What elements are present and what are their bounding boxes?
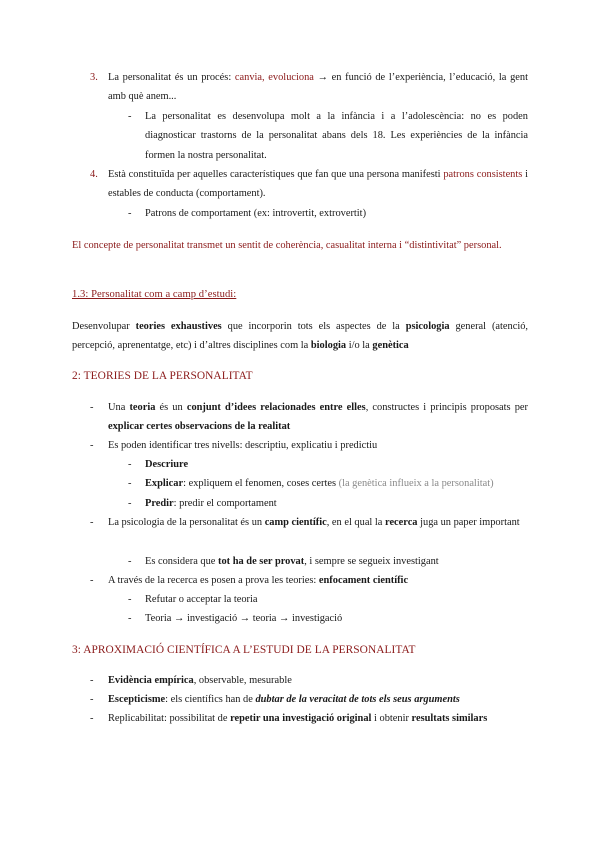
bullet-dash: -	[90, 440, 94, 451]
bullet-dash: -	[90, 402, 94, 413]
bullet-dash: -	[90, 694, 94, 705]
bullet-item: Escepticisme: els científics han de dubtar de la veracitat de tots els seus arguments	[108, 694, 460, 705]
sub-item: Predir: predir el comportament	[145, 498, 277, 509]
bullet-item: Replicabilitat: possibilitat de repetir una investigació original i obtenir resultats similars	[108, 713, 488, 724]
grey-note: (la genètica influeix a la personalitat)	[338, 478, 494, 489]
section-heading-3: 3: APROXIMACIÓ CIENTÍFICA A L’ESTUDI DE LA PERSONALITAT	[72, 644, 416, 656]
bullet-item: Evidència empírica, observable, mesurable	[108, 675, 292, 686]
bullet-dash: -	[128, 208, 132, 219]
bullet-dash: -	[128, 478, 132, 489]
bullet-dash: -	[128, 613, 132, 624]
bullet-dash: -	[128, 594, 132, 605]
bullet-item: A través de la recerca es posen a prova les teories: enfocament científic	[108, 575, 409, 586]
sub-item: La personalitat es desenvolupa molt a la infància i a l’adolescència: no es poden diagnosticar trastorns de la personalitat abans dels 18. Les experiències de la infància formen la nostra personalitat.	[145, 111, 528, 161]
bullet-item: Es poden identificar tres nivells: descriptiu, explicatiu i predictiu	[108, 440, 378, 451]
sub-item: Explicar: expliquem el fenomen, coses certes (la genètica influeix a la personalitat)	[145, 478, 494, 489]
bullet-item: La psicologia de la personalitat és un camp científic, en el qual la recerca juga un paper important	[108, 517, 520, 528]
bullet-dash: -	[128, 556, 132, 567]
bullet-dash: -	[90, 517, 94, 528]
sub-item: Teoria → investigació → teoria → investigació	[145, 613, 343, 624]
list-number: 4.	[90, 169, 98, 180]
section-1-3-paragraph: Desenvolupar teories exhaustives que incorporin tots els aspectes de la psicologia general (atenció, percepció, aprenentatge, etc) i d’altres disciplines com la biologia i/o la genètica	[72, 321, 529, 352]
section-heading-2: 2: TEORIES DE LA PERSONALITAT	[72, 370, 253, 382]
sub-item: Descriure	[145, 459, 189, 470]
highlight-text: canvia, evoluciona	[234, 72, 314, 83]
list-item-4: Està constituïda per aquelles característiques que fan que una persona manifesti patrons consistents i estables de conducta (comportament).	[108, 169, 528, 200]
sub-item: Patrons de comportament (ex: introvertit, extrovertit)	[145, 208, 367, 219]
bullet-dash: -	[90, 575, 94, 586]
list-number: 3.	[90, 72, 98, 83]
highlight-text: patrons consistents	[443, 169, 523, 180]
list-item-3: La personalitat és un procés: canvia, evoluciona → en funció de l’experiència, l’educació, la gent amb què anem...	[108, 72, 528, 103]
bullet-dash: -	[128, 111, 132, 122]
bullet-dash: -	[90, 675, 94, 686]
sub-item: Es considera que tot ha de ser provat, i sempre se segueix investigant	[145, 556, 439, 567]
section-heading-1-3: 1.3: Personalitat com a camp d’estudi:	[72, 289, 237, 300]
bullet-dash: -	[90, 713, 94, 724]
bullet-dash: -	[128, 459, 132, 470]
bullet-dash: -	[128, 498, 132, 509]
concept-sentence: El concepte de personalitat transmet un sentit de coherència, casualitat interna i “distintivitat” personal.	[72, 240, 502, 251]
bullet-item: Una teoria és un conjunt d’idees relacionades entre elles, constructes i principis proposats per explicar certes observacions de la realitat	[108, 402, 528, 433]
sub-item: Refutar o acceptar la teoria	[145, 594, 258, 605]
